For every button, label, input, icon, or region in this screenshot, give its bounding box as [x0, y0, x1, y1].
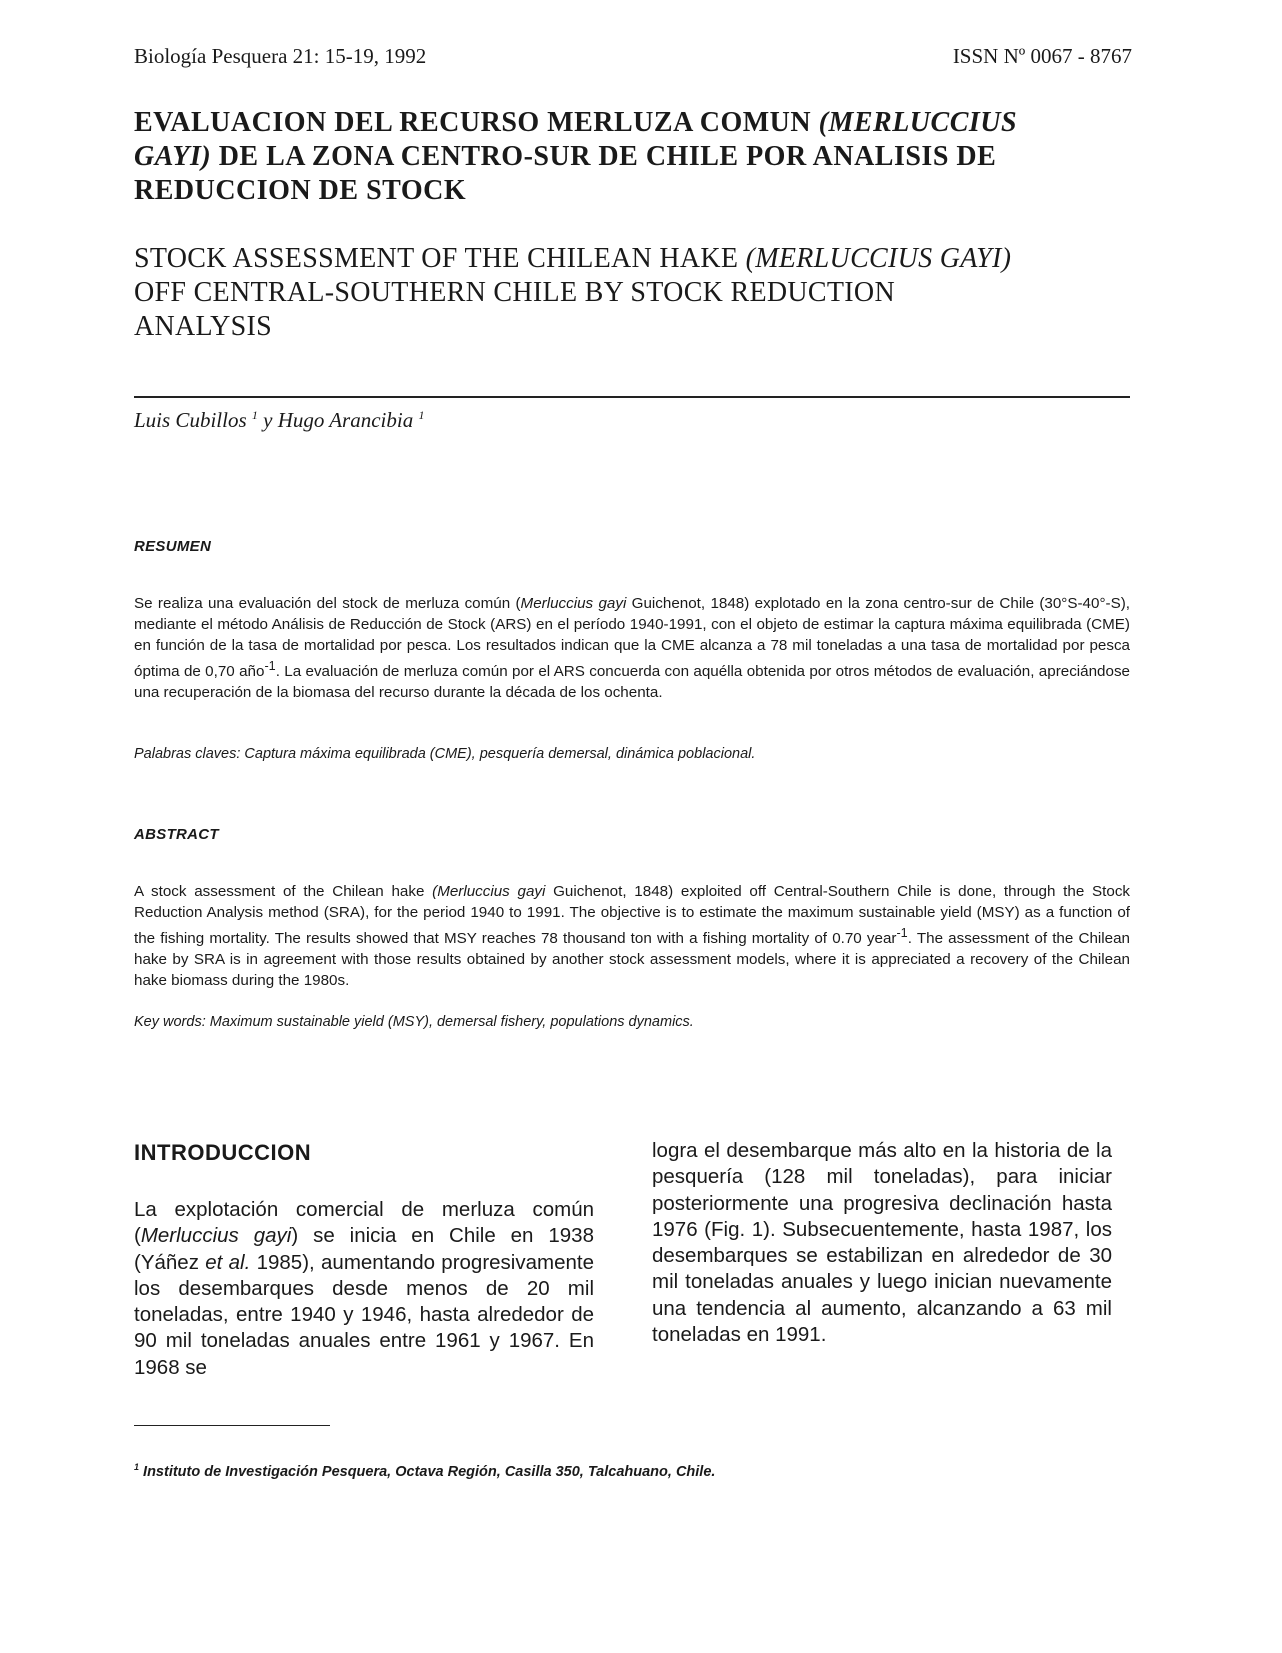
authors: Luis Cubillos $^1$ y Hugo Arancibia $^1$ — [134, 408, 425, 432]
title-divider — [134, 396, 1130, 398]
title-spanish: EVALUACION DEL RECURSO MERLUZA COMUN (MERLUCCIUS GAYI) DE LA ZONA CENTRO-SUR DE CHILE POR ANALISIS DE REDUCCION DE STOCK — [134, 107, 1018, 206]
intro-right-column: logra el desembarque más alto en la historia de la pesquería (128 mil toneladas), para iniciar posteriormente una progresiva declinación hasta 1976 (Fig. 1). Subsecuentemente, hasta 1987, los desembarques se estabilizan en alrededor de 30 mil toneladas anuales y luego inician nuevamente una tendencia al aumento, alcanzando a 63 mil toneladas en 1991. — [652, 1139, 1112, 1347]
resumen-heading: RESUMEN — [134, 538, 212, 555]
abstract-heading: ABSTRACT — [134, 826, 219, 843]
title-english: STOCK ASSESSMENT OF THE CHILEAN HAKE (MERLUCCIUS GAYI) OFF CENTRAL-SOUTHERN CHILE BY STOCK REDUCTION ANALYSIS — [134, 243, 1012, 342]
footnote: $^1$ Instituto de Investigación Pesquera, Octava Región, Casilla 350, Talcahuano, Chile. — [134, 1462, 716, 1480]
abstract-text: A stock assessment of the Chilean hake (Merluccius gayi Guichenot, 1848) exploited off Central-Southern Chile is done, through the Stock Reduction Analysis method (SRA), for the period 1940 to 1991. The objective is to estimate the maximum sustainable yield (MSY) as a function of the fishing mortality. The results showed that MSY reaches 78 thousand ton with a fishing mortality of 0.70 year$^{-1}$. The assessment of the Chilean hake by SRA is in agreement with those results obtained by another stock assessment models, where it is appreciated a recovery of the Chilean hake biomass during the 1980s. — [134, 883, 1131, 990]
journal-citation: Biología Pesquera 21: 15-19, 1992 — [134, 44, 427, 68]
intro-heading: INTRODUCCION — [134, 1140, 312, 1165]
resumen-text: Se realiza una evaluación del stock de merluza común (Merluccius gayi Guichenot, 1848) explotado en la zona centro-sur de Chile (30°S-40°-S), mediante el método Análisis de Reducción de Stock (ARS) en el período 1940-1991, con el objeto de estimar la captura máxima equilibrada (CME) en función de la tasa de mortalidad por pesca. Los resultados indican que la CME alcanza a 78 mil toneladas a una tasa de mortalidad por pesca óptima de 0,70 año$^{-1}$. La evaluación de merluza común por el ARS concuerda con aquélla obtenida por otros métodos de evaluación, apreciándose una recuperación de la biomasa del recurso durante la década de los ochenta. — [134, 595, 1130, 702]
key-words: Key words: Maximum sustainable yield (MSY), demersal fishery, populations dynamics. — [134, 1014, 694, 1030]
issn: ISSN Nº 0067 - 8767 — [952, 44, 1132, 68]
intro-left-column: La explotación comercial de merluza común (Merluccius gayi) se inicia en Chile en 1938 (Yáñez et al. 1985), aumentando progresivamente los desembarques desde menos de 20 mil toneladas, entre 1940 y 1946, hasta alrededor de 90 mil toneladas anuales entre 1961 y 1967. En 1968 se — [134, 1198, 594, 1379]
palabras-claves: Palabras claves: Captura máxima equilibrada (CME), pesquería demersal, dinámica poblacional. — [134, 746, 756, 762]
footnote-divider — [134, 1425, 330, 1426]
